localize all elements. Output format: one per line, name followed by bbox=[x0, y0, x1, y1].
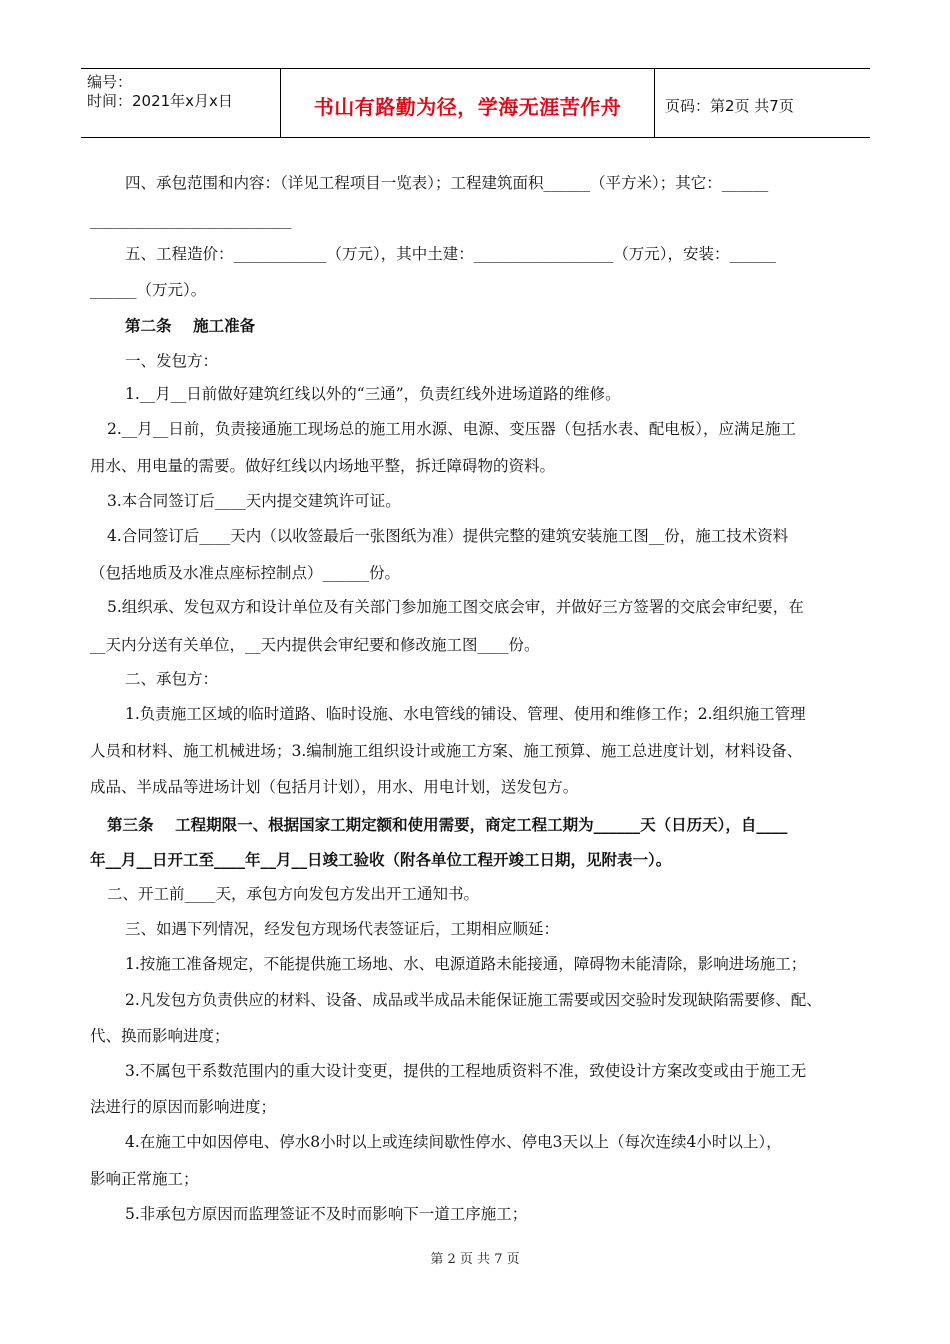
document-date-label: 时间：2021年x月x日 bbox=[87, 92, 233, 110]
page-header bbox=[81, 68, 870, 138]
body-line: 用水、用电量的需要。做好红线以内场地平整，拆迁障碍物的资料。 bbox=[90, 457, 556, 475]
body-line: 5.组织承、发包双方和设计单位及有关部门参加施工图交底会审，并做好三方签署的交底会审纪要，在 bbox=[107, 598, 804, 616]
body-line: （包括地质及水准点座标控制点）______份。 bbox=[90, 564, 401, 582]
body-line: 4.在施工中如因停电、停水8小时以上或连续间歇性停水、停电3天以上（每次连续4小时以上）， bbox=[125, 1133, 782, 1151]
document-number-label: 编号： bbox=[87, 73, 133, 91]
body-line: ______（万元）。 bbox=[90, 281, 207, 299]
header-page-info: 页码：第2页 共7页 bbox=[665, 97, 794, 115]
body-line: 2.凡发包方负责供应的材料、设备、成品或半成品未能保证施工需要或因交验时发现缺陷需要修、配、 bbox=[125, 991, 822, 1009]
body-line: 1.__月__日前做好建筑红线以外的“三通”，负责红线外进场道路的维修。 bbox=[125, 385, 621, 403]
body-line: 5.非承包方原因而监理签证不及时而影响下一道工序施工； bbox=[125, 1205, 528, 1223]
body-line: 代、换而影响进度； bbox=[90, 1027, 230, 1045]
body-line: 法进行的原因而影响进度； bbox=[90, 1098, 277, 1116]
body-line: 3.本合同签订后____天内提交建筑许可证。 bbox=[107, 492, 401, 510]
body-line: 4.合同签订后____天内（以收签最后一张图纸为准）提供完整的建筑安装施工图__份，施工技术资料 bbox=[107, 527, 789, 545]
body-line: 年__月__日开工至____年__月__日竣工验收（附各单位工程开竣工日期，见附表一）。 bbox=[90, 850, 672, 869]
body-line: 3.不属包干系数范围内的重大设计变更，提供的工程地质资料不准，致使设计方案改变或由于施工无 bbox=[125, 1062, 807, 1080]
body-line: 人员和材料、施工机械进场；3.编制施工组织设计或施工方案、施工预算、施工总进度计划，材料设备、 bbox=[90, 742, 803, 760]
body-line: 1.按施工准备规定，不能提供施工场地、水、电源道路未能接通，障碍物未能清除，影响进场施工； bbox=[125, 955, 807, 973]
article-heading: 第二条 施工准备 bbox=[125, 316, 256, 335]
section-heading: 一、发包方： bbox=[125, 352, 219, 370]
header-page-cell bbox=[655, 69, 870, 137]
section-heading: 二、承包方： bbox=[125, 670, 219, 688]
page-footer: 第 2 页 共 7 页 bbox=[430, 1252, 520, 1267]
body-line: 成品、半成品等进场计划（包括月计划），用水、用电计划，送发包方。 bbox=[90, 778, 579, 796]
body-line: 五、工程造价：____________（万元），其中土建：__________________（万元），安装：______ bbox=[125, 245, 777, 263]
body-line: 四、承包范围和内容：（详见工程项目一览表）；工程建筑面积______（平方米）；其它：______ bbox=[125, 174, 769, 192]
body-line: 影响正常施工； bbox=[90, 1170, 199, 1188]
body-line: 二、开工前____天，承包方向发包方发出开工通知书。 bbox=[107, 885, 480, 903]
body-line: __天内分送有关单位，__天内提供会审纪要和修改施工图____份。 bbox=[90, 636, 540, 654]
body-line: __________________________ bbox=[90, 211, 292, 229]
header-motto-cell bbox=[281, 69, 655, 137]
header-motto: 书山有路勤为径，学海无涯苦作舟 bbox=[313, 95, 622, 119]
header-left-cell bbox=[81, 69, 281, 137]
body-line: 三、如遇下列情况，经发包方现场代表签证后，工期相应顺延： bbox=[125, 920, 560, 938]
body-line: 2.__月__日前，负责接通施工现场总的施工用水源、电源、变压器（包括水表、配电板），应满足施工 bbox=[107, 420, 797, 438]
body-line: 1.负责施工区域的临时道路、临时设施、水电管线的铺设、管理、使用和维修工作；2.组织施工管理 bbox=[125, 705, 806, 723]
article-heading: 第三条 工程期限一、根据国家工期定额和使用需要，商定工程工期为______天（日历天），自____ bbox=[107, 815, 788, 834]
